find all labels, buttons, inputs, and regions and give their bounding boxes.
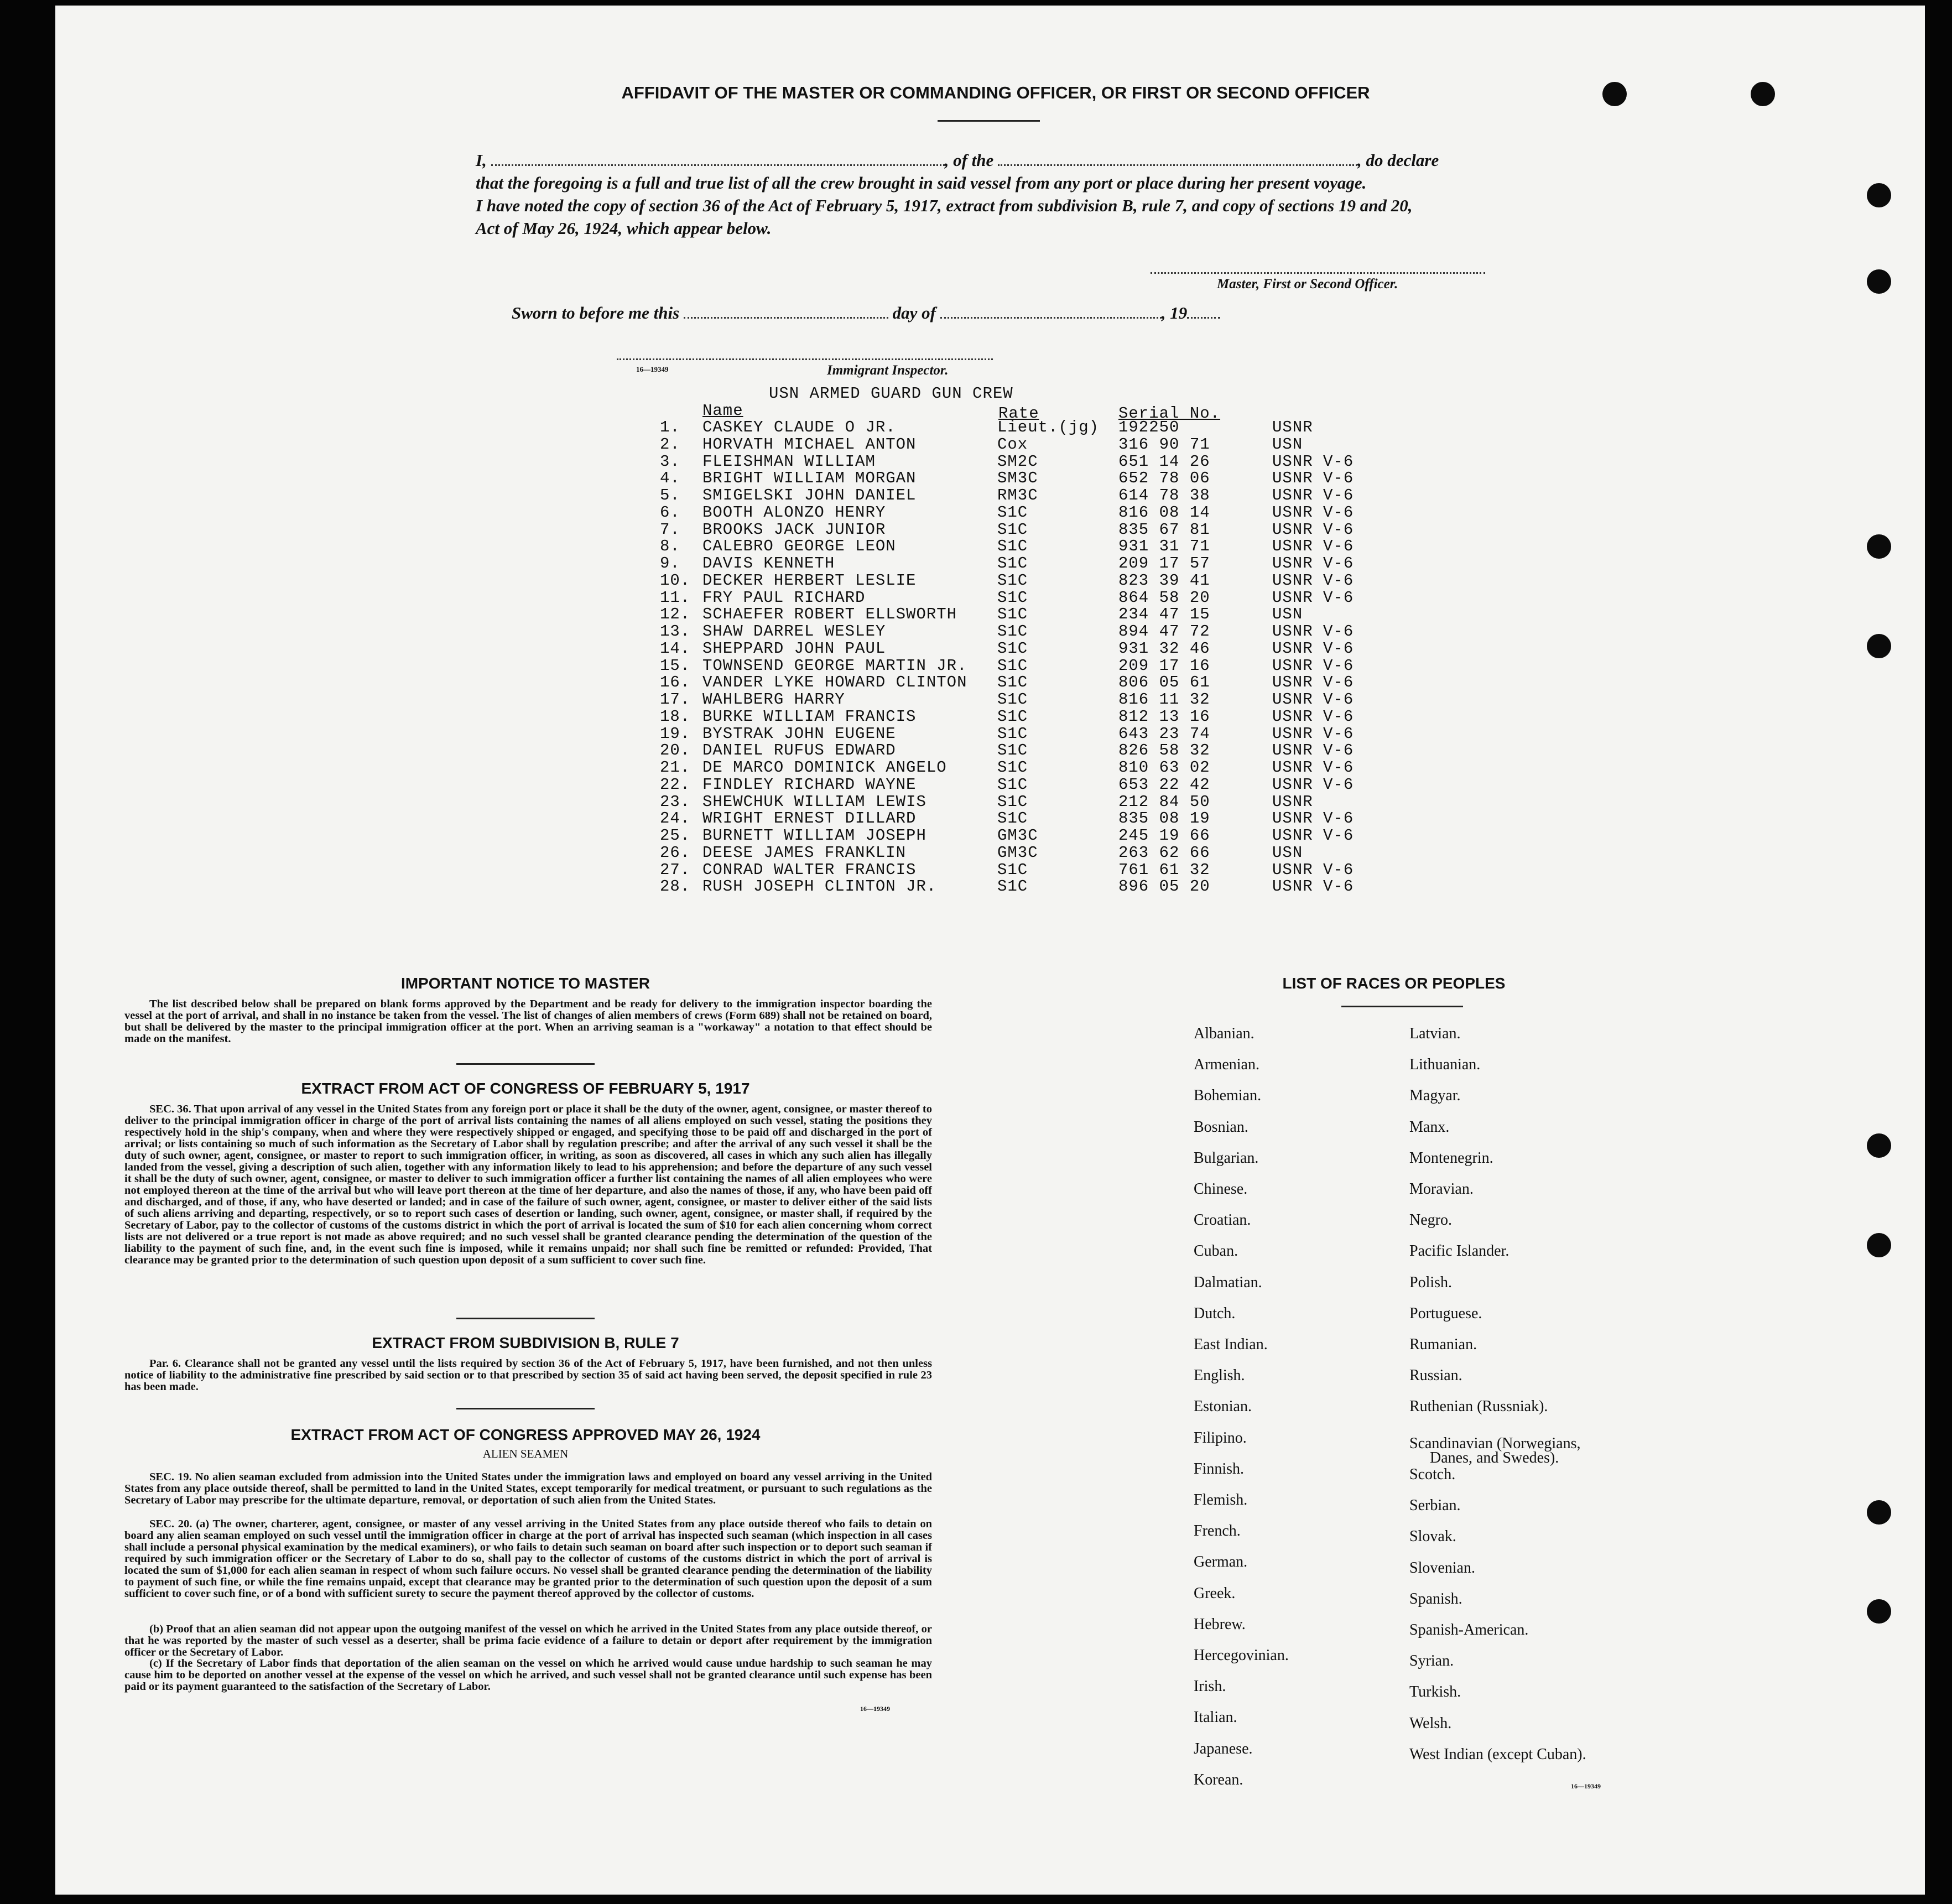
- sworn-day-field[interactable]: [684, 317, 888, 319]
- crew-row-name: SHAW DARREL WESLEY: [702, 622, 886, 641]
- crew-row-num: 23.: [660, 792, 691, 811]
- crew-row-serial: 614 78 38: [1118, 486, 1210, 504]
- crew-row-name: BURKE WILLIAM FRANCIS: [702, 707, 917, 726]
- crew-row-name: CONRAD WALTER FRANCIS: [702, 860, 917, 879]
- race-item: Syrian.: [1409, 1652, 1454, 1670]
- extract-rule7-title: EXTRACT FROM SUBDIVISION B, RULE 7: [372, 1334, 679, 1351]
- crew-row-rate: GM3C: [997, 826, 1038, 845]
- officer-name-field[interactable]: [491, 164, 945, 166]
- crew-row-num: 25.: [660, 826, 691, 845]
- crew-row-rate: Cox: [997, 435, 1028, 454]
- crew-row-serial: 864 58 20: [1118, 588, 1210, 607]
- crew-row-serial: 816 08 14: [1118, 503, 1210, 522]
- crew-row-branch: USNR V-6: [1272, 741, 1354, 760]
- crew-row-num: 1.: [660, 418, 680, 436]
- sworn-year-field[interactable]: [1187, 317, 1220, 319]
- crew-row-serial: 209 17 57: [1118, 554, 1210, 573]
- sec20c-paragraph: (c) If the Secretary of Labor finds that deportation of the alien seaman on the vessel on which he arrived would cause undue hardship to such seaman he may cause him to be deported on another vessel at the expense of the vessel on which he arrived, and such vessel shall not be granted clearance until such expense has been paid or its payment guaranteed to the satisfaction of the Secretary of Labor.: [124, 1657, 932, 1693]
- do-declare-label: , do declare: [1357, 150, 1439, 170]
- crew-row-num: 9.: [660, 554, 680, 573]
- crew-row-serial: 245 19 66: [1118, 826, 1210, 845]
- crew-row-serial: 316 90 71: [1118, 435, 1210, 454]
- race-item: Armenian.: [1194, 1056, 1259, 1074]
- race-item: English.: [1194, 1367, 1245, 1385]
- race-item: Slovenian.: [1409, 1559, 1475, 1577]
- race-item: Bulgarian.: [1194, 1149, 1259, 1167]
- crew-row-serial: 761 61 32: [1118, 860, 1210, 879]
- declaration-line-3: I have noted the copy of section 36 of the Act of February 5, 1917, extract from subdivision B, rule 7, and copy of sections 19 and 20,: [476, 196, 1413, 215]
- crew-row-rate: S1C: [997, 639, 1028, 658]
- crew-row-serial: 835 67 81: [1118, 520, 1210, 539]
- race-item: Moravian.: [1409, 1180, 1474, 1198]
- crew-row-branch: USNR V-6: [1272, 571, 1354, 590]
- crew-row-num: 14.: [660, 639, 691, 658]
- crew-row-name: BROOKS JACK JUNIOR: [702, 520, 886, 539]
- sworn-month-field[interactable]: [940, 317, 1162, 319]
- crew-row-rate: S1C: [997, 554, 1028, 573]
- crew-row-serial: 652 78 06: [1118, 469, 1210, 488]
- divider: [456, 1408, 595, 1409]
- crew-row-serial: 209 17 16: [1118, 656, 1210, 675]
- binder-hole: [1867, 1500, 1891, 1525]
- race-item: Dalmatian.: [1194, 1273, 1262, 1291]
- binder-hole: [1867, 1233, 1891, 1257]
- race-item: Portuguese.: [1409, 1304, 1482, 1322]
- binder-hole: [1867, 1133, 1891, 1158]
- race-item: Latvian.: [1409, 1025, 1461, 1042]
- race-item: Bohemian.: [1194, 1087, 1262, 1105]
- crew-row-name: SHEWCHUK WILLIAM LEWIS: [702, 792, 926, 811]
- race-item: Dutch.: [1194, 1304, 1236, 1322]
- crew-row-num: 8.: [660, 537, 680, 556]
- crew-row-name: DE MARCO DOMINICK ANGELO: [702, 758, 947, 777]
- crew-row-num: 19.: [660, 724, 691, 743]
- race-item: Irish.: [1194, 1678, 1226, 1695]
- crew-row-name: BYSTRAK JOHN EUGENE: [702, 724, 896, 743]
- race-item: Spanish-American.: [1409, 1621, 1529, 1638]
- extract-rule7-body: Par. 6. Clearance shall not be granted any vessel until the lists required by section 36 of the Act of February 5, 1917, have been furnished, and not then unless notice of liability to the administrative fine prescribed by said section or to that prescribed by section 35 of said act having been served, the deposit specified in rule 23 has been made.: [124, 1357, 932, 1393]
- col-name-header: Name: [702, 402, 743, 420]
- declaration-line-1: [476, 150, 1510, 170]
- crew-row-name: WRIGHT ERNEST DILLARD: [702, 809, 917, 828]
- crew-row-branch: USNR V-6: [1272, 724, 1354, 743]
- col-serial-header: Serial No.: [1118, 404, 1221, 423]
- crew-row-branch: USNR V-6: [1272, 503, 1354, 522]
- crew-row-name: DECKER HERBERT LESLIE: [702, 571, 917, 590]
- crew-row-name: HORVATH MICHAEL ANTON: [702, 435, 917, 454]
- crew-row-num: 16.: [660, 673, 691, 692]
- title-divider: [938, 120, 1040, 122]
- crew-row-branch: USNR V-6: [1272, 758, 1354, 777]
- crew-row-branch: USNR V-6: [1272, 639, 1354, 658]
- crew-row-rate: S1C: [997, 622, 1028, 641]
- divider: [456, 1318, 595, 1319]
- signature-line[interactable]: [1151, 272, 1485, 274]
- race-item: Negro.: [1409, 1211, 1452, 1229]
- race-item: Filipino.: [1194, 1429, 1247, 1447]
- crew-heading: USN ARMED GUARD GUN CREW: [769, 384, 1013, 403]
- crew-row-branch: USNR V-6: [1272, 486, 1354, 504]
- race-item: German.: [1194, 1553, 1248, 1571]
- crew-row-num: 2.: [660, 435, 680, 454]
- crew-row-serial: 896 05 20: [1118, 877, 1210, 896]
- crew-row-serial: 816 11 32: [1118, 690, 1210, 709]
- races-title: LIST OF RACES OR PEOPLES: [1282, 975, 1506, 992]
- binder-hole: [1751, 82, 1775, 106]
- crew-row-rate: S1C: [997, 673, 1028, 692]
- crew-row-rate: S1C: [997, 690, 1028, 709]
- sec20b-paragraph: (b) Proof that an alien seaman did not appear upon the outgoing manifest of the vessel on which he arrived in the United States from any place outside thereof, or that he was reported by the master of such vessel as a deserter, shall be prima facie evidence of a failure to detain or deport after requirement by the immigration officer or the Secretary of Labor.: [124, 1623, 932, 1658]
- crew-row-serial: 263 62 66: [1118, 843, 1210, 862]
- race-item: Scandinavian (Norwegians,: [1409, 1435, 1581, 1452]
- crew-row-branch: USNR: [1272, 418, 1313, 436]
- crew-row-name: DEESE JAMES FRANKLIN: [702, 843, 907, 862]
- crew-row-serial: 826 58 32: [1118, 741, 1210, 760]
- crew-row-serial: 643 23 74: [1118, 724, 1210, 743]
- declaration-line-4: Act of May 26, 1924, which appear below.: [476, 219, 772, 238]
- crew-row-rate: S1C: [997, 520, 1028, 539]
- sec19-paragraph: SEC. 19. No alien seaman excluded from admission into the United States under the immigration laws and employed on board any vessel arriving in the United States from any place outside thereof, shall be permitted to land in the United States, except temporarily for medical treatment, or pursuant to such regulations as the Secretary of Labor may prescribe for the ultimate departure, removal, or deportation of such alien from the United States.: [124, 1471, 932, 1506]
- extract-1917-body: SEC. 36. That upon arrival of any vessel in the United States from any foreign port or place it shall be the duty of the owner, agent, consignee, or master thereof to deliver to the principal immigration officer in charge of the port of arrival lists containing the names of all aliens employed on such vessel, stating the positions they respectively hold in the ship's company, when and where they were respectively shipped or engaged, and specifying those to be paid off and discharged in the port of arrival; or lists containing so much of such information as the Secretary of Labor shall by regulation prescribe; and after the arrival of any such vessel it shall be the duty of such owner, agent, consignee, or master to report to such immigration officer, in writing, as soon as discovered, all cases in which any such alien has illegally landed from the vessel, giving a description of such alien, together with any information likely to lead to his apprehension; and before the departure of any such vessel it shall be the duty of such owner, agent, consignee, or master to deliver to such immigration officer a further list containing the names of all alien employees who were not employed thereon at the time of the arrival but who will leave port thereon at the time of her departure, and also the names of those, if any, who have been paid off and discharged, and of those, if any, who have deserted or landed; and in case of the failure of such owner, agent, consignee, or master to deliver either of the said lists of such aliens arriving and departing, respectively, or so to report such cases of desertion or landing, such owner, agent, consignee, or master shall, if required by the Secretary of Labor, pay to the collector of customs of the customs district in which the port of arrival is located the sum of $10 for each alien concerning whom correct lists are not delivered or a true report is not made as above required; and no such vessel shall be granted clearance pending the determination of the question of the liability to the payment of such fine, and, in the event such fine is imposed, while it remains unpaid; nor shall such fine be remitted or refunded: Provided, That clearance may be granted prior to the determination of such question upon deposit of a sum sufficient to cover such fine.: [124, 1103, 932, 1266]
- crew-row-num: 6.: [660, 503, 680, 522]
- race-item: Ruthenian (Russniak).: [1409, 1398, 1548, 1416]
- crew-row-rate: RM3C: [997, 486, 1038, 504]
- crew-row-name: FINDLEY RICHARD WAYNE: [702, 775, 917, 794]
- crew-row-num: 7.: [660, 520, 680, 539]
- crew-row-branch: USNR V-6: [1272, 588, 1354, 607]
- sworn-label: Sworn to before me this: [512, 303, 680, 322]
- crew-row-branch: USNR V-6: [1272, 469, 1354, 488]
- race-item: Greek.: [1194, 1584, 1236, 1602]
- binder-hole: [1867, 269, 1891, 294]
- race-item: Italian.: [1194, 1709, 1237, 1726]
- crew-row-num: 24.: [660, 809, 691, 828]
- crew-row-branch: USNR: [1272, 792, 1313, 811]
- crew-row-rate: S1C: [997, 605, 1028, 624]
- crew-row-num: 12.: [660, 605, 691, 624]
- affidavit-title: AFFIDAVIT OF THE MASTER OR COMMANDING OFFICER, OR FIRST OR SECOND OFFICER: [621, 83, 1370, 102]
- form-number-right: 16—19349: [1571, 1782, 1601, 1790]
- crew-row-name: BRIGHT WILLIAM MORGAN: [702, 469, 917, 488]
- binder-hole: [1867, 1599, 1891, 1624]
- crew-row-branch: USNR V-6: [1272, 877, 1354, 896]
- inspector-signature-line[interactable]: [617, 358, 993, 360]
- crew-row-serial: 653 22 42: [1118, 775, 1210, 794]
- crew-row-rate: Lieut.(jg): [997, 418, 1100, 436]
- races-divider: [1341, 1006, 1463, 1007]
- crew-row-name: FLEISHMAN WILLIAM: [702, 452, 876, 471]
- race-item: Bosnian.: [1194, 1118, 1248, 1136]
- crew-row-branch: USNR V-6: [1272, 673, 1354, 692]
- crew-row-rate: S1C: [997, 707, 1028, 726]
- race-item: Russian.: [1409, 1367, 1462, 1385]
- crew-row-serial: 192250: [1118, 418, 1180, 436]
- crew-row-serial: 835 08 19: [1118, 809, 1210, 828]
- notice-title: IMPORTANT NOTICE TO MASTER: [400, 975, 650, 992]
- crew-row-name: SHEPPARD JOHN PAUL: [702, 639, 886, 658]
- crew-row-branch: USN: [1272, 605, 1303, 624]
- race-item: Turkish.: [1409, 1683, 1461, 1701]
- notice-body: The list described below shall be prepared on blank forms approved by the Department and be ready for delivery to the immigration inspector boarding the vessel at the port of arrival, and shall in no instance be taken from the vessel. The list of changes of alien members of crews (Form 689) shall not be retained on board, but shall be delivered by the master to the principal immigration officer at the port. When an arriving seaman is a "workaway" a notation to that effect should be made on the manifest.: [124, 998, 932, 1045]
- crew-row-name: RUSH JOSEPH CLINTON JR.: [702, 877, 937, 896]
- of-the-label: , of the: [944, 150, 994, 170]
- sec20a-paragraph: SEC. 20. (a) The owner, charterer, agent, consignee, or master of any vessel arriving in the United States from any place outside thereof who fails to detain on board any alien seaman employed on such vessel until the immigration officer in charge at the port of arrival has inspected such seaman (which inspection in all cases shall include a personal physical examination by the medical examiners), or who fails to detain such seaman on board after such inspection or to deport such seaman if required by such immigration officer or the Secretary of Labor to do so, shall pay to the collector of customs of the customs district in which the port of arrival is located the sum of $1,000 for each alien seaman in respect of whom such failure occurs. No vessel shall be granted clearance pending the determination of the liability to payment of such fine, or while the fine remains unpaid, except that clearance may be granted prior to the determination of such question upon the deposit of a sum sufficient to cover such fine, or of a bond with sufficient surety to secure the payment thereof approved by the collector of customs.: [124, 1518, 932, 1600]
- crew-row-num: 17.: [660, 690, 691, 709]
- crew-row-num: 26.: [660, 843, 691, 862]
- race-item: Manx.: [1409, 1118, 1450, 1136]
- crew-row-serial: 212 84 50: [1118, 792, 1210, 811]
- crew-row-rate: S1C: [997, 860, 1028, 879]
- race-item: Flemish.: [1194, 1491, 1248, 1508]
- crew-row-num: 18.: [660, 707, 691, 726]
- crew-row-num: 10.: [660, 571, 691, 590]
- extract-1924-subtitle: ALIEN SEAMEN: [482, 1447, 569, 1460]
- race-item: Scotch.: [1409, 1466, 1456, 1483]
- binder-hole: [1867, 183, 1891, 207]
- race-item: Hebrew.: [1194, 1615, 1246, 1633]
- crew-row-name: DANIEL RUFUS EDWARD: [702, 741, 896, 760]
- divider: [456, 1063, 595, 1065]
- crew-row-rate: S1C: [997, 775, 1028, 794]
- crew-row-serial: 931 31 71: [1118, 537, 1210, 556]
- crew-row-rate: S1C: [997, 656, 1028, 675]
- document-page: [55, 6, 1925, 1895]
- crew-row-rate: SM2C: [997, 452, 1038, 471]
- crew-row-rate: S1C: [997, 537, 1028, 556]
- race-item: Finnish.: [1194, 1460, 1245, 1478]
- crew-row-branch: USNR V-6: [1272, 554, 1354, 573]
- crew-row-rate: GM3C: [997, 843, 1038, 862]
- form-number-left: 16—19349: [860, 1705, 890, 1713]
- crew-row-serial: 810 63 02: [1118, 758, 1210, 777]
- extract-1924-title: EXTRACT FROM ACT OF CONGRESS APPROVED MAY 26, 1924: [290, 1426, 761, 1443]
- crew-row-rate: S1C: [997, 758, 1028, 777]
- crew-row-branch: USNR V-6: [1272, 826, 1354, 845]
- race-item: Albanian.: [1194, 1025, 1255, 1042]
- crew-row-branch: USNR V-6: [1272, 656, 1354, 675]
- crew-row-branch: USN: [1272, 435, 1303, 454]
- crew-row-name: BOOTH ALONZO HENRY: [702, 503, 886, 522]
- crew-row-num: 13.: [660, 622, 691, 641]
- race-item: Montenegrin.: [1409, 1149, 1493, 1167]
- crew-row-num: 3.: [660, 452, 680, 471]
- race-item: Magyar.: [1409, 1087, 1461, 1105]
- binder-hole: [1867, 534, 1891, 559]
- sworn-line: [512, 303, 1220, 323]
- crew-row-rate: S1C: [997, 503, 1028, 522]
- crew-row-name: FRY PAUL RICHARD: [702, 588, 866, 607]
- race-item: Rumanian.: [1409, 1336, 1477, 1353]
- i-label: I,: [476, 150, 487, 170]
- crew-row-branch: USNR V-6: [1272, 707, 1354, 726]
- crew-row-branch: USN: [1272, 843, 1303, 862]
- crew-row-serial: 812 13 16: [1118, 707, 1210, 726]
- race-item: Slovak.: [1409, 1528, 1456, 1546]
- crew-row-num: 4.: [660, 469, 680, 488]
- race-item-cont: Danes, and Swedes).: [1430, 1449, 1559, 1466]
- race-item: West Indian (except Cuban).: [1409, 1745, 1586, 1763]
- crew-row-branch: USNR V-6: [1272, 622, 1354, 641]
- crew-row-serial: 234 47 15: [1118, 605, 1210, 624]
- race-item: Croatian.: [1194, 1211, 1251, 1229]
- binder-hole: [1867, 634, 1891, 658]
- crew-row-rate: SM3C: [997, 469, 1038, 488]
- crew-row-rate: S1C: [997, 877, 1028, 896]
- signature-label: Master, First or Second Officer.: [1217, 277, 1398, 292]
- crew-row-name: BURNETT WILLIAM JOSEPH: [702, 826, 926, 845]
- vessel-name-field[interactable]: [998, 164, 1357, 166]
- race-item: Welsh.: [1409, 1714, 1452, 1732]
- crew-row-branch: USNR V-6: [1272, 452, 1354, 471]
- crew-row-rate: S1C: [997, 588, 1028, 607]
- race-item: Polish.: [1409, 1273, 1453, 1291]
- crew-row-serial: 651 14 26: [1118, 452, 1210, 471]
- crew-row-num: 5.: [660, 486, 680, 504]
- crew-row-num: 22.: [660, 775, 691, 794]
- extract-1917-title: EXTRACT FROM ACT OF CONGRESS OF FEBRUARY 5, 1917: [301, 1080, 750, 1097]
- crew-row-name: SCHAEFER ROBERT ELLSWORTH: [702, 605, 957, 624]
- race-item: French.: [1194, 1522, 1241, 1540]
- race-item: Lithuanian.: [1409, 1056, 1481, 1074]
- crew-row-rate: S1C: [997, 792, 1028, 811]
- race-item: Cuban.: [1194, 1242, 1238, 1260]
- year-prefix: , 19: [1161, 303, 1188, 322]
- day-of-label: day of: [892, 303, 936, 322]
- crew-row-name: WAHLBERG HARRY: [702, 690, 845, 709]
- crew-row-branch: USNR V-6: [1272, 775, 1354, 794]
- crew-row-name: CALEBRO GEORGE LEON: [702, 537, 896, 556]
- binder-hole: [1602, 82, 1627, 106]
- race-item: Estonian.: [1194, 1398, 1252, 1416]
- crew-row-name: SMIGELSKI JOHN DANIEL: [702, 486, 917, 504]
- race-item: Chinese.: [1194, 1180, 1248, 1198]
- crew-row-name: TOWNSEND GEORGE MARTIN JR.: [702, 656, 967, 675]
- crew-row-name: VANDER LYKE HOWARD CLINTON: [702, 673, 967, 692]
- crew-row-num: 20.: [660, 741, 691, 760]
- declaration-line-2: that the foregoing is a full and true list of all the crew brought in said vessel from any port or place during her present voyage.: [476, 173, 1367, 193]
- crew-row-name: CASKEY CLAUDE O JR.: [702, 418, 896, 436]
- crew-row-branch: USNR V-6: [1272, 520, 1354, 539]
- crew-row-branch: USNR V-6: [1272, 860, 1354, 879]
- race-item: Serbian.: [1409, 1497, 1461, 1515]
- inspector-label: Immigrant Inspector.: [827, 363, 949, 378]
- crew-row-rate: S1C: [997, 741, 1028, 760]
- race-item: Japanese.: [1194, 1740, 1253, 1757]
- crew-row-rate: S1C: [997, 724, 1028, 743]
- crew-row-serial: 894 47 72: [1118, 622, 1210, 641]
- crew-row-serial: 931 32 46: [1118, 639, 1210, 658]
- crew-row-branch: USNR V-6: [1272, 537, 1354, 556]
- crew-row-num: 28.: [660, 877, 691, 896]
- crew-row-branch: USNR V-6: [1272, 809, 1354, 828]
- crew-row-serial: 823 39 41: [1118, 571, 1210, 590]
- crew-row-serial: 806 05 61: [1118, 673, 1210, 692]
- race-item: Spanish.: [1409, 1590, 1462, 1608]
- crew-row-rate: S1C: [997, 571, 1028, 590]
- race-item: Korean.: [1194, 1771, 1243, 1788]
- crew-row-num: 15.: [660, 656, 691, 675]
- crew-row-num: 21.: [660, 758, 691, 777]
- col-rate-header: Rate: [998, 404, 1039, 423]
- race-item: Hercegovinian.: [1194, 1647, 1289, 1664]
- crew-row-name: DAVIS KENNETH: [702, 554, 835, 573]
- crew-row-num: 11.: [660, 588, 691, 607]
- crew-row-num: 27.: [660, 860, 691, 879]
- race-item: Pacific Islander.: [1409, 1242, 1509, 1260]
- form-number-top: 16—19349: [636, 365, 669, 373]
- crew-row-branch: USNR V-6: [1272, 690, 1354, 709]
- crew-row-rate: S1C: [997, 809, 1028, 828]
- race-item: East Indian.: [1194, 1336, 1268, 1353]
